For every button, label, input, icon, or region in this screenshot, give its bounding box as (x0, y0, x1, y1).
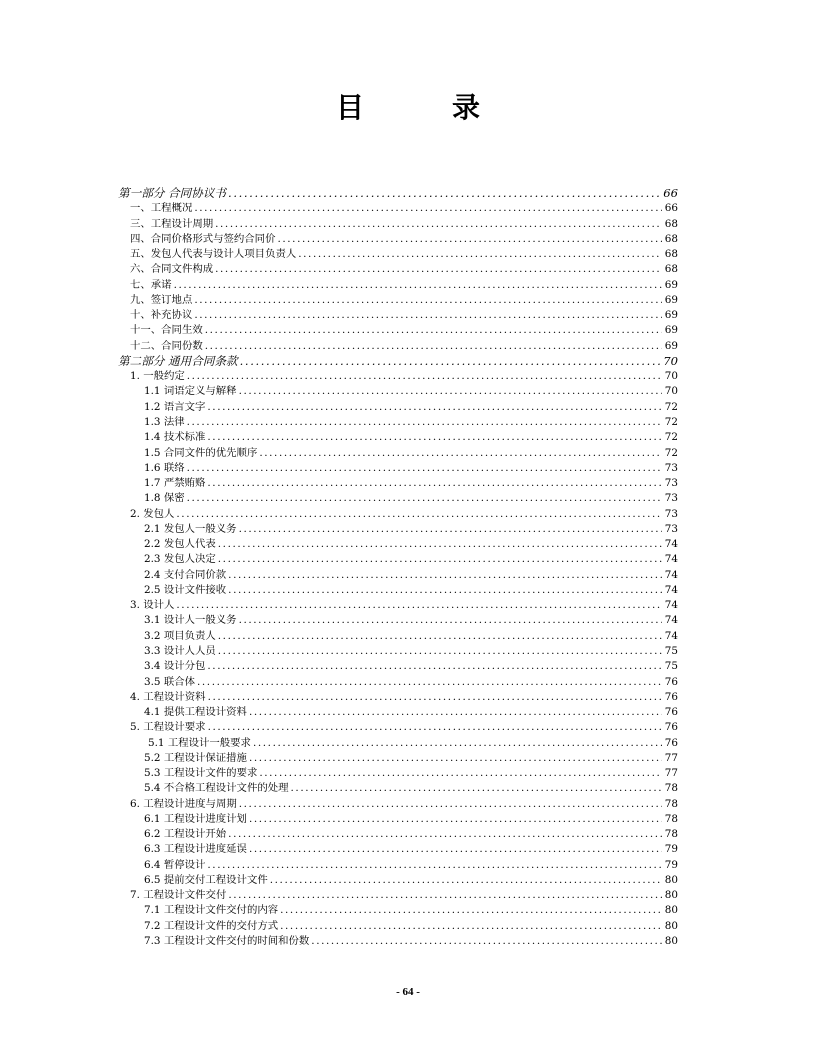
toc-entry[interactable] (118, 384, 678, 399)
toc-leader-dots (187, 415, 662, 430)
toc-entry-label: 第二部分 通用合同条款 (118, 353, 238, 368)
toc-entry-page: 76 (664, 721, 678, 734)
toc-entry-page: 76 (664, 675, 678, 688)
toc-entry-page: 79 (664, 858, 678, 871)
toc-leader-dots (194, 201, 662, 216)
toc-entry[interactable] (118, 888, 678, 903)
toc-entry-label: 3.1 设计人一般义务 (144, 614, 237, 627)
toc-entry-page: 70 (664, 385, 678, 398)
toc-entry[interactable] (118, 293, 678, 308)
toc-leader-dots (205, 339, 662, 354)
toc-entry[interactable] (118, 308, 678, 323)
toc-leader-dots (249, 751, 662, 766)
toc-entry[interactable] (118, 781, 678, 796)
toc-leader-dots (253, 736, 662, 751)
page-title: 目 录 (335, 91, 510, 124)
toc-leader-dots (218, 552, 662, 567)
toc-entry-label: 7.3 工程设计文件交付的时间和份数 (144, 935, 310, 948)
toc-entry[interactable] (118, 705, 678, 720)
toc-leader-dots (218, 644, 662, 659)
toc-leader-dots (291, 781, 662, 796)
toc-entry-page: 66 (664, 202, 678, 215)
toc-entry-label: 1.8 保密 (144, 492, 185, 505)
toc-entry-page: 72 (664, 400, 678, 413)
toc-leader-dots (208, 720, 662, 735)
toc-leader-dots (280, 903, 662, 918)
toc-entry-label: 5.3 工程设计文件的要求 (144, 767, 258, 780)
toc-entry-page: 69 (664, 309, 678, 322)
toc-leader-dots (228, 827, 662, 842)
toc-entry-label: 7.1 工程设计文件交付的内容 (144, 904, 279, 917)
toc-entry-label: 2.1 发包人一般义务 (144, 522, 237, 535)
toc-entry[interactable] (118, 507, 678, 522)
toc-leader-dots (194, 308, 662, 323)
toc-leader-dots (249, 842, 662, 857)
toc-leader-dots (174, 278, 662, 293)
toc-entry[interactable] (118, 858, 678, 873)
toc-entry-page: 77 (664, 751, 678, 764)
toc-entry-label: 6.1 工程设计进度计划 (144, 812, 247, 825)
toc-entry[interactable] (118, 934, 678, 949)
toc-entry[interactable] (118, 751, 678, 766)
toc-entry-page: 73 (664, 461, 678, 474)
toc-leader-dots (207, 659, 662, 674)
toc-entry-label: 6.5 提前交付工程设计文件 (144, 873, 268, 886)
toc-entry[interactable] (118, 232, 678, 247)
toc-leader-dots (194, 293, 662, 308)
toc-entry-page: 73 (664, 492, 678, 505)
toc-entry-label: 六、合同文件构成 (130, 263, 214, 276)
toc-entry-page: 68 (664, 217, 678, 230)
toc-leader-dots (207, 858, 662, 873)
toc-entry-page: 69 (664, 293, 678, 306)
toc-entry-page: 68 (664, 232, 678, 245)
toc-leader-dots (215, 217, 662, 232)
toc-entry-label: 1.7 严禁贿赂 (144, 477, 206, 490)
toc-entry[interactable] (118, 613, 678, 628)
toc-entry-label: 6. 工程设计进度与周期 (130, 797, 237, 810)
toc-leader-dots (228, 583, 662, 598)
toc-leader-dots (176, 507, 662, 522)
toc-entry[interactable] (118, 583, 678, 598)
toc-entry-label: 一、工程概况 (130, 202, 193, 215)
toc-entry-page: 78 (664, 812, 678, 825)
toc-entry[interactable] (118, 522, 678, 537)
toc-entry-label: 4. 工程设计资料 (130, 690, 206, 703)
toc-leader-dots (218, 629, 662, 644)
toc-entry-label: 6.4 暂停设计 (144, 858, 206, 871)
toc-entry-page: 69 (664, 339, 678, 352)
toc-entry-label: 1.1 词语定义与解释 (144, 385, 237, 398)
toc-entry[interactable] (118, 797, 678, 812)
toc-entry[interactable] (118, 568, 678, 583)
toc-leader-dots (187, 461, 662, 476)
toc-entry-page: 73 (664, 507, 678, 520)
toc-entry-page: 80 (664, 889, 678, 902)
toc-entry[interactable] (118, 827, 678, 842)
toc-entry-label: 2.3 发包人决定 (144, 553, 216, 566)
toc-entry[interactable] (118, 476, 678, 491)
toc-entry-label: 1.6 联络 (144, 461, 185, 474)
toc-leader-dots (207, 430, 662, 445)
toc-leader-dots (249, 705, 662, 720)
toc-entry-page: 74 (664, 553, 678, 566)
toc-entry-page: 74 (664, 599, 678, 612)
toc-leader-dots (197, 675, 662, 690)
toc-entry[interactable] (118, 842, 678, 857)
toc-leader-dots (239, 384, 662, 399)
toc-entry-label: 1.2 语言文字 (144, 400, 206, 413)
toc-entry[interactable] (118, 323, 678, 338)
toc-entry[interactable] (118, 400, 678, 415)
toc-entry[interactable] (118, 690, 678, 705)
toc-leader-dots (218, 537, 662, 552)
toc-leader-dots (298, 247, 662, 262)
page-number: - 64 - (396, 986, 420, 998)
toc-entry-label: 十一、合同生效 (130, 324, 203, 337)
toc-entry[interactable] (118, 491, 678, 506)
toc-entry-page: 76 (664, 706, 678, 719)
toc-entry[interactable] (118, 644, 678, 659)
toc-entry-label: 2.2 发包人代表 (144, 538, 216, 551)
toc-entry-label: 5.1 工程设计一般要求 (148, 736, 251, 749)
toc-leader-dots (215, 262, 662, 277)
toc-entry-label: 1. 一般约定 (130, 370, 185, 383)
toc-leader-dots (240, 354, 662, 369)
toc-entry[interactable] (118, 903, 678, 918)
toc-entry-page: 75 (664, 644, 678, 657)
toc-entry[interactable] (118, 446, 678, 461)
toc-entry-page: 80 (664, 873, 678, 886)
toc-entry-label: 三、工程设计周期 (130, 217, 214, 230)
toc-entry-label: 5.4 不合格工程设计文件的处理 (144, 782, 289, 795)
toc-entry-page: 74 (664, 583, 678, 596)
toc-entry-page: 80 (664, 904, 678, 917)
toc-leader-dots (207, 476, 662, 491)
toc-entry[interactable] (118, 278, 678, 293)
toc-entry-label: 3.3 设计人人员 (144, 644, 216, 657)
toc-entry[interactable] (118, 354, 678, 369)
toc-entry[interactable] (118, 720, 678, 735)
toc-entry-page: 73 (664, 477, 678, 490)
toc-leader-dots (187, 491, 662, 506)
toc-entry-label: 7.2 工程设计文件的交付方式 (144, 919, 279, 932)
toc-entry[interactable] (118, 461, 678, 476)
toc-entry-page: 66 (663, 186, 678, 200)
toc-entry-label: 3.4 设计分包 (144, 660, 206, 673)
toc-entry-page: 76 (664, 736, 678, 749)
toc-entry-label: 2. 发包人 (130, 507, 175, 520)
toc-leader-dots (228, 186, 661, 201)
toc-entry-label: 7. 工程设计文件交付 (130, 889, 227, 902)
toc-entry-label: 七、承诺 (130, 278, 172, 291)
toc-entry-page: 68 (664, 263, 678, 276)
toc-leader-dots (176, 598, 662, 613)
toc-entry-page: 68 (664, 248, 678, 261)
toc-entry-page: 78 (664, 828, 678, 841)
toc-entry-page: 73 (664, 522, 678, 535)
toc-entry-label: 6.3 工程设计进度延误 (144, 843, 247, 856)
toc-leader-dots (187, 369, 662, 384)
toc-entry-label: 第一部分 合同协议书 (118, 186, 227, 200)
toc-entry-page: 74 (664, 568, 678, 581)
toc-entry[interactable] (118, 186, 678, 201)
toc-entry-page: 75 (664, 660, 678, 673)
toc-entry[interactable] (118, 339, 678, 354)
toc-leader-dots (239, 522, 662, 537)
toc-entry-label: 2.4 支付合同价款 (144, 568, 227, 581)
toc-leader-dots (228, 888, 662, 903)
toc-entry[interactable] (118, 262, 678, 277)
toc-leader-dots (239, 613, 662, 628)
toc-entry[interactable] (118, 201, 678, 216)
toc-leader-dots (249, 812, 662, 827)
toc-entry[interactable] (118, 766, 678, 781)
toc-entry-label: 十二、合同份数 (130, 339, 203, 352)
toc-entry-label: 5. 工程设计要求 (130, 721, 206, 734)
toc-entry-page: 80 (664, 919, 678, 932)
toc-entry-page: 74 (664, 614, 678, 627)
toc-entry-label: 十、补充协议 (130, 309, 193, 322)
toc-entry-label: 3.2 项目负责人 (144, 629, 216, 642)
toc-entry-label: 2.5 设计文件接收 (144, 583, 227, 596)
toc-entry-page: 77 (664, 767, 678, 780)
toc-entry[interactable] (118, 552, 678, 567)
toc-entry[interactable] (118, 736, 678, 751)
toc-entry[interactable] (118, 659, 678, 674)
toc-entry-page: 76 (664, 690, 678, 703)
toc-entry[interactable] (118, 369, 678, 384)
toc-entry-page: 80 (664, 935, 678, 948)
toc-leader-dots (311, 934, 662, 949)
toc-leader-dots (205, 323, 662, 338)
toc-leader-dots (259, 446, 662, 461)
toc-entry-label: 4.1 提供工程设计资料 (144, 706, 247, 719)
toc-entry-page: 69 (664, 278, 678, 291)
toc-leader-dots (270, 873, 662, 888)
toc-leader-dots (228, 568, 662, 583)
toc-entry-page: 72 (664, 431, 678, 444)
toc-entry-page: 74 (664, 538, 678, 551)
toc-leader-dots (280, 919, 662, 934)
toc-entry[interactable] (118, 598, 678, 613)
toc-entry[interactable] (118, 537, 678, 552)
toc-entry-page: 74 (664, 629, 678, 642)
toc-entry-label: 1.4 技术标准 (144, 431, 206, 444)
toc-entry-label: 九、签订地点 (130, 293, 193, 306)
toc-leader-dots (208, 690, 662, 705)
toc-entry-label: 四、合同价格形式与签约合同价 (130, 232, 276, 245)
toc-entry-label: 6.2 工程设计开始 (144, 828, 227, 841)
toc-leader-dots (239, 797, 662, 812)
toc-entry-page: 79 (664, 843, 678, 856)
toc-entry-page: 70 (664, 370, 678, 383)
toc-entry-label: 3.5 联合体 (144, 675, 195, 688)
toc-entry[interactable] (118, 430, 678, 445)
toc-entry-label: 1.5 合同文件的优先顺序 (144, 446, 258, 459)
toc-entry-label: 5.2 工程设计保证措施 (144, 751, 247, 764)
toc-leader-dots (207, 400, 662, 415)
toc-entry[interactable] (118, 919, 678, 934)
toc-entry[interactable] (118, 675, 678, 690)
toc-entry[interactable] (118, 812, 678, 827)
toc-entry-page: 69 (664, 324, 678, 337)
toc-entry[interactable] (118, 415, 678, 430)
table-of-contents (118, 186, 678, 949)
toc-entry-label: 五、发包人代表与设计人项目负责人 (130, 248, 297, 261)
toc-entry-label: 3. 设计人 (130, 599, 175, 612)
toc-leader-dots (277, 232, 662, 247)
toc-entry[interactable] (118, 873, 678, 888)
toc-entry-page: 72 (664, 415, 678, 428)
toc-entry[interactable] (118, 629, 678, 644)
toc-entry-label: 1.3 法律 (144, 415, 185, 428)
toc-entry-page: 70 (663, 353, 678, 368)
toc-entry[interactable] (118, 247, 678, 262)
toc-entry-page: 78 (664, 782, 678, 795)
toc-entry-page: 78 (664, 797, 678, 810)
toc-entry-page: 72 (664, 446, 678, 459)
toc-entry[interactable] (118, 217, 678, 232)
toc-leader-dots (259, 766, 662, 781)
